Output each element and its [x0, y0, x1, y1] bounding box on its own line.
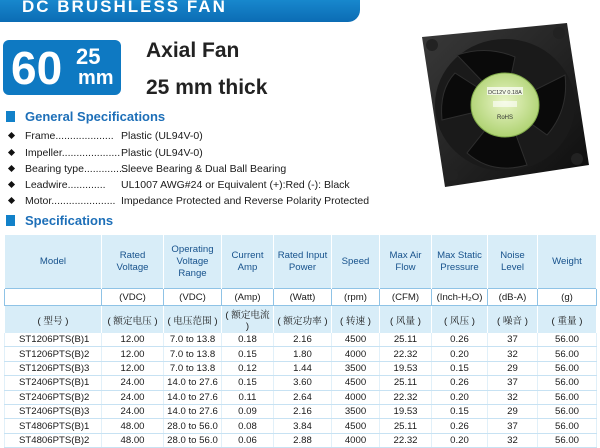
table-cell: 32 [488, 433, 538, 447]
cn-unit-cell: ( 额定功率 ) [274, 306, 332, 334]
spec-value: UL1007 AWG#24 or Equivalent (+):Red (-): Black [121, 178, 350, 191]
unit-cell: (Amp) [222, 289, 274, 306]
table-cell: 56.00 [538, 390, 597, 404]
model-cell: ST4806PTS(B)1 [5, 419, 102, 433]
table-cell: 4500 [332, 333, 380, 347]
product-thickness: 25 mm thick [146, 76, 268, 99]
spec-label: Motor...................... [25, 194, 116, 207]
size-unit: mm [78, 67, 114, 89]
rohs-mark: RoHS [496, 115, 514, 121]
table-cell: 25.11 [380, 419, 432, 433]
table-cell: 0.20 [432, 347, 488, 361]
diamond-bullet-icon [8, 132, 15, 139]
table-cell: 12.00 [102, 333, 164, 347]
table-row [5, 376, 597, 390]
table-cell: 0.26 [432, 419, 488, 433]
unit-cell: (rpm) [332, 289, 380, 306]
table-cell: 56.00 [538, 347, 597, 361]
table-cell: 25.11 [380, 333, 432, 347]
table-cell: 29 [488, 361, 538, 375]
table-cell: 24.00 [102, 404, 164, 418]
unit-cell [5, 289, 102, 306]
chinese-units-row [5, 306, 597, 334]
units-row [5, 289, 597, 306]
column-header: Noise Level [488, 235, 538, 289]
product-type: Axial Fan [146, 39, 240, 62]
spec-item-impeller [9, 145, 203, 160]
section-marker-icon [6, 111, 15, 122]
table-cell: 12.00 [102, 361, 164, 375]
cn-unit-cell: ( 型号 ) [5, 306, 102, 334]
spec-label: Leadwire............. [25, 178, 106, 191]
frame-size: 60 [11, 42, 63, 94]
column-header: Operating Voltage Range [164, 235, 222, 289]
table-cell: 12.00 [102, 347, 164, 361]
table-cell: 4000 [332, 433, 380, 447]
general-spec-heading [6, 108, 165, 124]
table-cell: 0.20 [432, 433, 488, 447]
table-cell: 19.53 [380, 404, 432, 418]
table-cell: 37 [488, 419, 538, 433]
table-cell: 0.20 [432, 390, 488, 404]
table-cell: 24.00 [102, 376, 164, 390]
table-cell: 0.18 [222, 333, 274, 347]
model-cell: ST2406PTS(B)1 [5, 376, 102, 390]
spec-item-frame [9, 128, 203, 143]
unit-cell: (VDC) [102, 289, 164, 306]
specifications-heading [6, 212, 113, 228]
unit-cell: (CFM) [380, 289, 432, 306]
model-cell: ST1206PTS(B)2 [5, 347, 102, 361]
table-cell: 4500 [332, 376, 380, 390]
table-cell: 14.0 to 27.6 [164, 390, 222, 404]
table-cell: 3.60 [274, 376, 332, 390]
table-cell: 4000 [332, 390, 380, 404]
table-cell: 19.53 [380, 361, 432, 375]
general-spec-title: General Specifications [25, 108, 166, 124]
table-cell: 32 [488, 390, 538, 404]
table-cell: 28.0 to 56.0 [164, 419, 222, 433]
table-cell: 32 [488, 347, 538, 361]
table-cell: 0.15 [432, 361, 488, 375]
table-cell: 0.09 [222, 404, 274, 418]
spec-value: Impedance Protected and Reverse Polarity Protected [121, 194, 370, 207]
spec-label: Impeller.................... [25, 146, 121, 159]
spec-label: Frame.................... [25, 129, 114, 142]
table-cell: 0.15 [222, 347, 274, 361]
spec-value: Sleeve Bearing & Dual Ball Bearing [121, 162, 287, 175]
column-header: Model [5, 235, 102, 289]
table-cell: 37 [488, 376, 538, 390]
diamond-bullet-icon [8, 149, 15, 156]
table-cell: 0.08 [222, 419, 274, 433]
table-cell: 48.00 [102, 419, 164, 433]
table-cell: 56.00 [538, 404, 597, 418]
table-cell: 1.80 [274, 347, 332, 361]
table-row [5, 433, 597, 447]
table-cell: 56.00 [538, 419, 597, 433]
unit-cell: (dB-A) [488, 289, 538, 306]
table-cell: 22.32 [380, 347, 432, 361]
column-header: Rated Voltage [102, 235, 164, 289]
section-marker-icon [6, 215, 15, 226]
table-cell: 0.15 [432, 404, 488, 418]
column-header: Max Air Flow [380, 235, 432, 289]
table-cell: 0.26 [432, 376, 488, 390]
diamond-bullet-icon [8, 181, 15, 188]
diamond-bullet-icon [8, 197, 15, 204]
cn-unit-cell: ( 重量 ) [538, 306, 597, 334]
table-row [5, 333, 597, 347]
table-cell: 4500 [332, 419, 380, 433]
fan-label-text: DC12V 0.18A [488, 90, 522, 96]
diamond-bullet-icon [8, 165, 15, 172]
size-badge [3, 40, 121, 95]
page-banner: DC BRUSHLESS FAN [0, 0, 360, 22]
fan-photo [397, 15, 597, 193]
spec-item-motor [9, 193, 369, 208]
specifications-table [4, 235, 597, 448]
cn-unit-cell: ( 额定电压 ) [102, 306, 164, 334]
unit-cell: (g) [538, 289, 597, 306]
model-cell: ST2406PTS(B)3 [5, 404, 102, 418]
table-cell: 29 [488, 404, 538, 418]
table-cell: 7.0 to 13.8 [164, 361, 222, 375]
table-cell: 56.00 [538, 333, 597, 347]
table-cell: 0.11 [222, 390, 274, 404]
table-cell: 14.0 to 27.6 [164, 376, 222, 390]
table-cell: 56.00 [538, 361, 597, 375]
table-cell: 22.32 [380, 433, 432, 447]
spec-value: Plastic (UL94V-0) [121, 146, 203, 159]
table-cell: 0.12 [222, 361, 274, 375]
table-cell: 2.88 [274, 433, 332, 447]
unit-cell: (VDC) [164, 289, 222, 306]
model-cell: ST4806PTS(B)2 [5, 433, 102, 447]
table-row [5, 419, 597, 433]
table-cell: 37 [488, 333, 538, 347]
column-header: Speed [332, 235, 380, 289]
unit-cell: (Watt) [274, 289, 332, 306]
column-header: Rated Input Power [274, 235, 332, 289]
cn-unit-cell: ( 风量 ) [380, 306, 432, 334]
table-cell: 28.0 to 56.0 [164, 433, 222, 447]
spec-item-bearing [9, 161, 286, 176]
cn-unit-cell: ( 风压 ) [432, 306, 488, 334]
table-cell: 0.06 [222, 433, 274, 447]
cn-unit-cell: ( 噪音 ) [488, 306, 538, 334]
thickness-size: 25 [76, 44, 101, 69]
column-header: Weight [538, 235, 597, 289]
table-cell: 4000 [332, 347, 380, 361]
table-cell: 56.00 [538, 376, 597, 390]
model-cell: ST1206PTS(B)3 [5, 361, 102, 375]
table-header-row [5, 235, 597, 289]
cn-unit-cell: ( 电压范围 ) [164, 306, 222, 334]
cn-unit-cell: ( 额定电流 ) [222, 306, 274, 334]
model-cell: ST2406PTS(B)2 [5, 390, 102, 404]
table-cell: 2.16 [274, 333, 332, 347]
table-row [5, 347, 597, 361]
spec-label: Bearing type................ [25, 162, 131, 175]
table-cell: 24.00 [102, 390, 164, 404]
table-cell: 7.0 to 13.8 [164, 333, 222, 347]
spec-item-leadwire [9, 177, 350, 192]
spec-value: Plastic (UL94V-0) [121, 129, 203, 142]
column-header: Current Amp [222, 235, 274, 289]
table-cell: 14.0 to 27.6 [164, 404, 222, 418]
table-row [5, 404, 597, 418]
table-cell: 3.84 [274, 419, 332, 433]
table-cell: 2.64 [274, 390, 332, 404]
table-cell: 22.32 [380, 390, 432, 404]
table-cell: 56.00 [538, 433, 597, 447]
column-header: Max Static Pressure [432, 235, 488, 289]
cn-unit-cell: ( 转速 ) [332, 306, 380, 334]
table-cell: 7.0 to 13.8 [164, 347, 222, 361]
unit-cell: (Inch-H₂O) [432, 289, 488, 306]
table-cell: 3500 [332, 404, 380, 418]
table-cell: 3500 [332, 361, 380, 375]
table-cell: 2.16 [274, 404, 332, 418]
table-row [5, 390, 597, 404]
model-cell: ST1206PTS(B)1 [5, 333, 102, 347]
table-cell: 25.11 [380, 376, 432, 390]
table-cell: 48.00 [102, 433, 164, 447]
specifications-title: Specifications [25, 212, 114, 228]
table-row [5, 361, 597, 375]
table-cell: 1.44 [274, 361, 332, 375]
table-cell: 0.26 [432, 333, 488, 347]
table-cell: 0.15 [222, 376, 274, 390]
